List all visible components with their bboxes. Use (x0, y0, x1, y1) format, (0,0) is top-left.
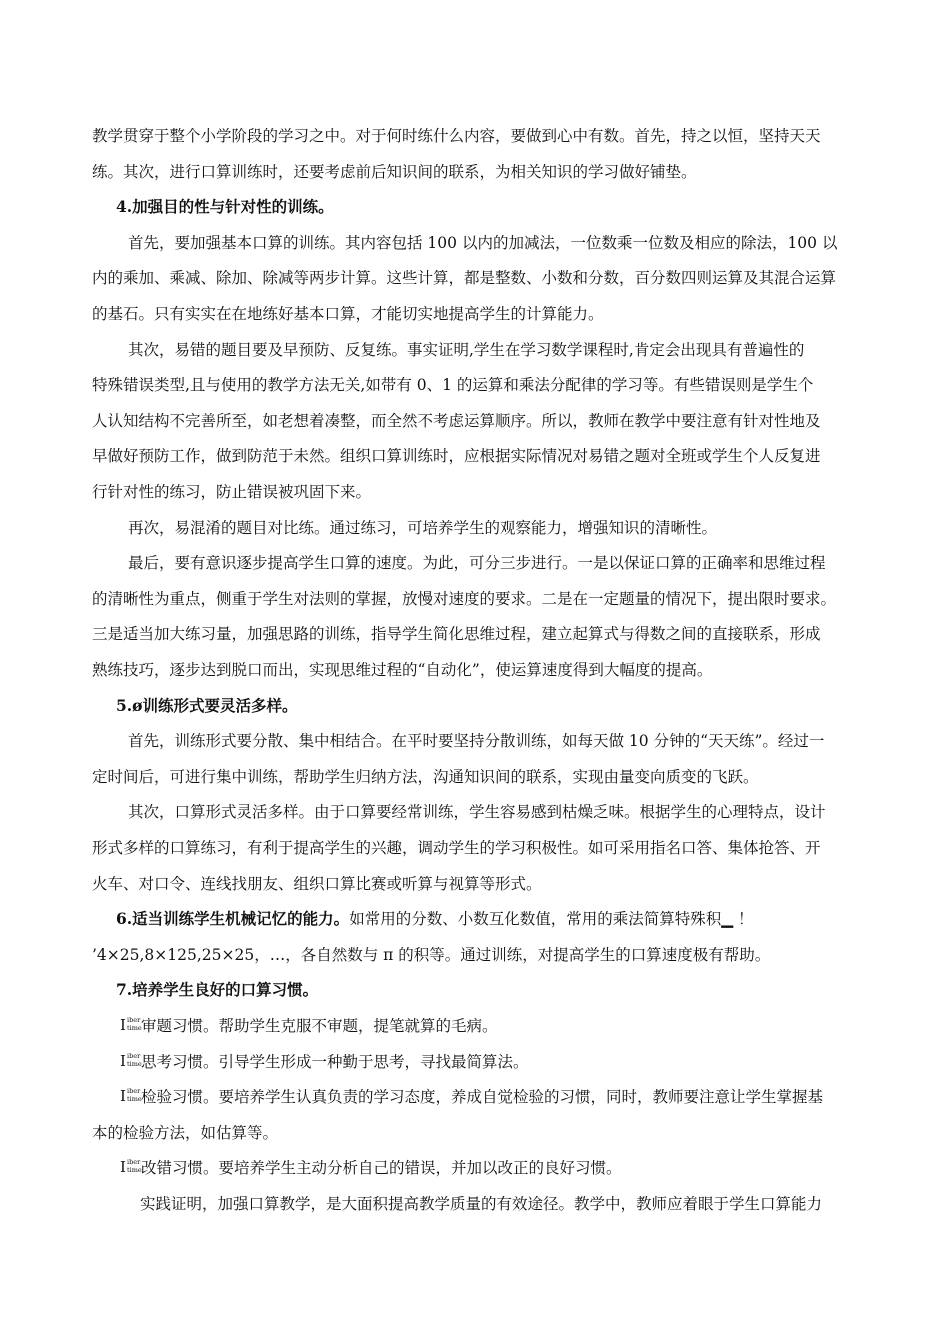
garbled-bullet-icon: I iber time (120, 1052, 142, 1070)
paragraph-line: 形式多样的口算练习，有利于提高学生的兴趣，调动学生的学习积极性。如可采用指名口答、集体抢答、开 (92, 839, 821, 857)
garbled-bullet-icon: I iber time (120, 1087, 142, 1105)
paragraph-line: 人认知结构不完善所至，如老想着凑整，而全然不考虑运算顺序。所以，教师在教学中要注意有针对性地及 (92, 412, 821, 430)
paragraph-line: ’4×25,8×125,25×25，…，各自然数与 π 的积等。通过训练，对提高学生的口算速度极有帮助。 (92, 946, 771, 964)
paragraph-line: 定时间后，可进行集中训练，帮助学生归纳方法，沟通知识间的联系，实现由量变向质变的飞跃。 (92, 768, 759, 786)
section-heading-7: 7.培养学生良好的口算习惯。 (116, 980, 319, 999)
section-heading-6 (116, 909, 754, 929)
garbled-bullet-icon: I iber time (120, 1016, 142, 1034)
paragraph-line: 其次，易错的题目要及早预防、反复练。事实证明,学生在学习数学课程时,肯定会出现具有普遍性的 (128, 341, 805, 359)
paragraph-line: 火车、对口令、连线找朋友、组织口算比赛或听算与视算等形式。 (92, 875, 542, 893)
section-heading-5: 5.ø训练形式要灵活多样。 (116, 696, 298, 715)
habit-item-review: I iber time 审题习惯。帮助学生克服不审题，提笔就算的毛病。 (120, 1016, 498, 1035)
paragraph-line: 的基石。只有实实在在地练好基本口算，才能切实地提高学生的计算能力。 (92, 305, 604, 323)
section-heading-6-text: 如常用的分数、小数互化数值，常用的乘法简算特殊积▁ ！ (349, 910, 754, 928)
paragraph-line: 的清晰性为重点，侧重于学生对法则的掌握，放慢对速度的要求。二是在一定题量的情况下，提出限时要求。 (92, 590, 837, 608)
paragraph-line: 教学贯穿于整个小学阶段的学习之中。对于何时练什么内容，要做到心中有数。首先，持之以恒，坚持天天 (92, 127, 821, 145)
habit-item-correcting: I iber time 改错习惯。要培养学生主动分析自己的错误，并加以改正的良好习惯。 (120, 1158, 622, 1177)
paragraph-line: 再次，易混淆的题目对比练。通过练习，可培养学生的观察能力，增强知识的清晰性。 (128, 519, 718, 537)
paragraph-line: 早做好预防工作，做到防范于未然。组织口算训练时，应根据实际情况对易错之题对全班或学生个人反复进 (92, 447, 821, 465)
garbled-bullet-icon: I iber time (120, 1158, 142, 1176)
paragraph-line: 特殊错误类型,且与使用的教学方法无关,如带有 0、1 的运算和乘法分配律的学习等。有些错误则是学生个 (92, 376, 814, 394)
paragraph-line: 首先，要加强基本口算的训练。其内容包括 100 以内的加减法，一位数乘一位数及相应的除法，100 以 (128, 234, 838, 252)
section-heading-6-bold: 6.适当训练学生机械记忆的能力。 (116, 909, 350, 928)
paragraph-line: 其次，口算形式灵活多样。由于口算要经常训练，学生容易感到枯燥乏味。根据学生的心理特点，设计 (128, 803, 826, 821)
paragraph-line: 首先，训练形式要分散、集中相结合。在平时要坚持分散训练，如每天做 10 分钟的“天天练”。经过一 (128, 732, 825, 750)
paragraph-line: 内的乘加、乘减、除加、除减等两步计算。这些计算，都是整数、小数和分数，百分数四则运算及其混合运算 (92, 269, 837, 287)
paragraph-line: 三是适当加大练习量，加强思路的训练，指导学生简化思维过程，建立起算式与得数之间的直接联系，形成 (92, 625, 821, 643)
habit-item-checking: I iber time 检验习惯。要培养学生认真负责的学习态度，养成自觉检验的习惯，同时，教师要注意让学生掌握基 (120, 1087, 824, 1106)
conclusion-line: 实践证明，加强口算教学，是大面积提高教学质量的有效途径。教学中，教师应着眼于学生口算能力 (140, 1195, 823, 1213)
paragraph-line: 行针对性的练习，防止错误被巩固下来。 (92, 483, 372, 501)
habit-item-thinking: I iber time 思考习惯。引导学生形成一种勤于思考，寻找最简算法。 (120, 1052, 529, 1071)
section-heading-4: 4.加强目的性与针对性的训练。 (116, 197, 334, 216)
paragraph-line: 练。其次，进行口算训练时，还要考虑前后知识间的联系，为相关知识的学习做好铺垫。 (92, 163, 697, 181)
paragraph-line: 最后，要有意识逐步提高学生口算的速度。为此，可分三步进行。一是以保证口算的正确率和思维过程 (128, 554, 826, 572)
paragraph-line: 熟练技巧，逐步达到脱口而出，实现思维过程的“自动化”，使运算速度得到大幅度的提高。 (92, 661, 713, 679)
paragraph-line: 本的检验方法，如估算等。 (92, 1124, 279, 1142)
